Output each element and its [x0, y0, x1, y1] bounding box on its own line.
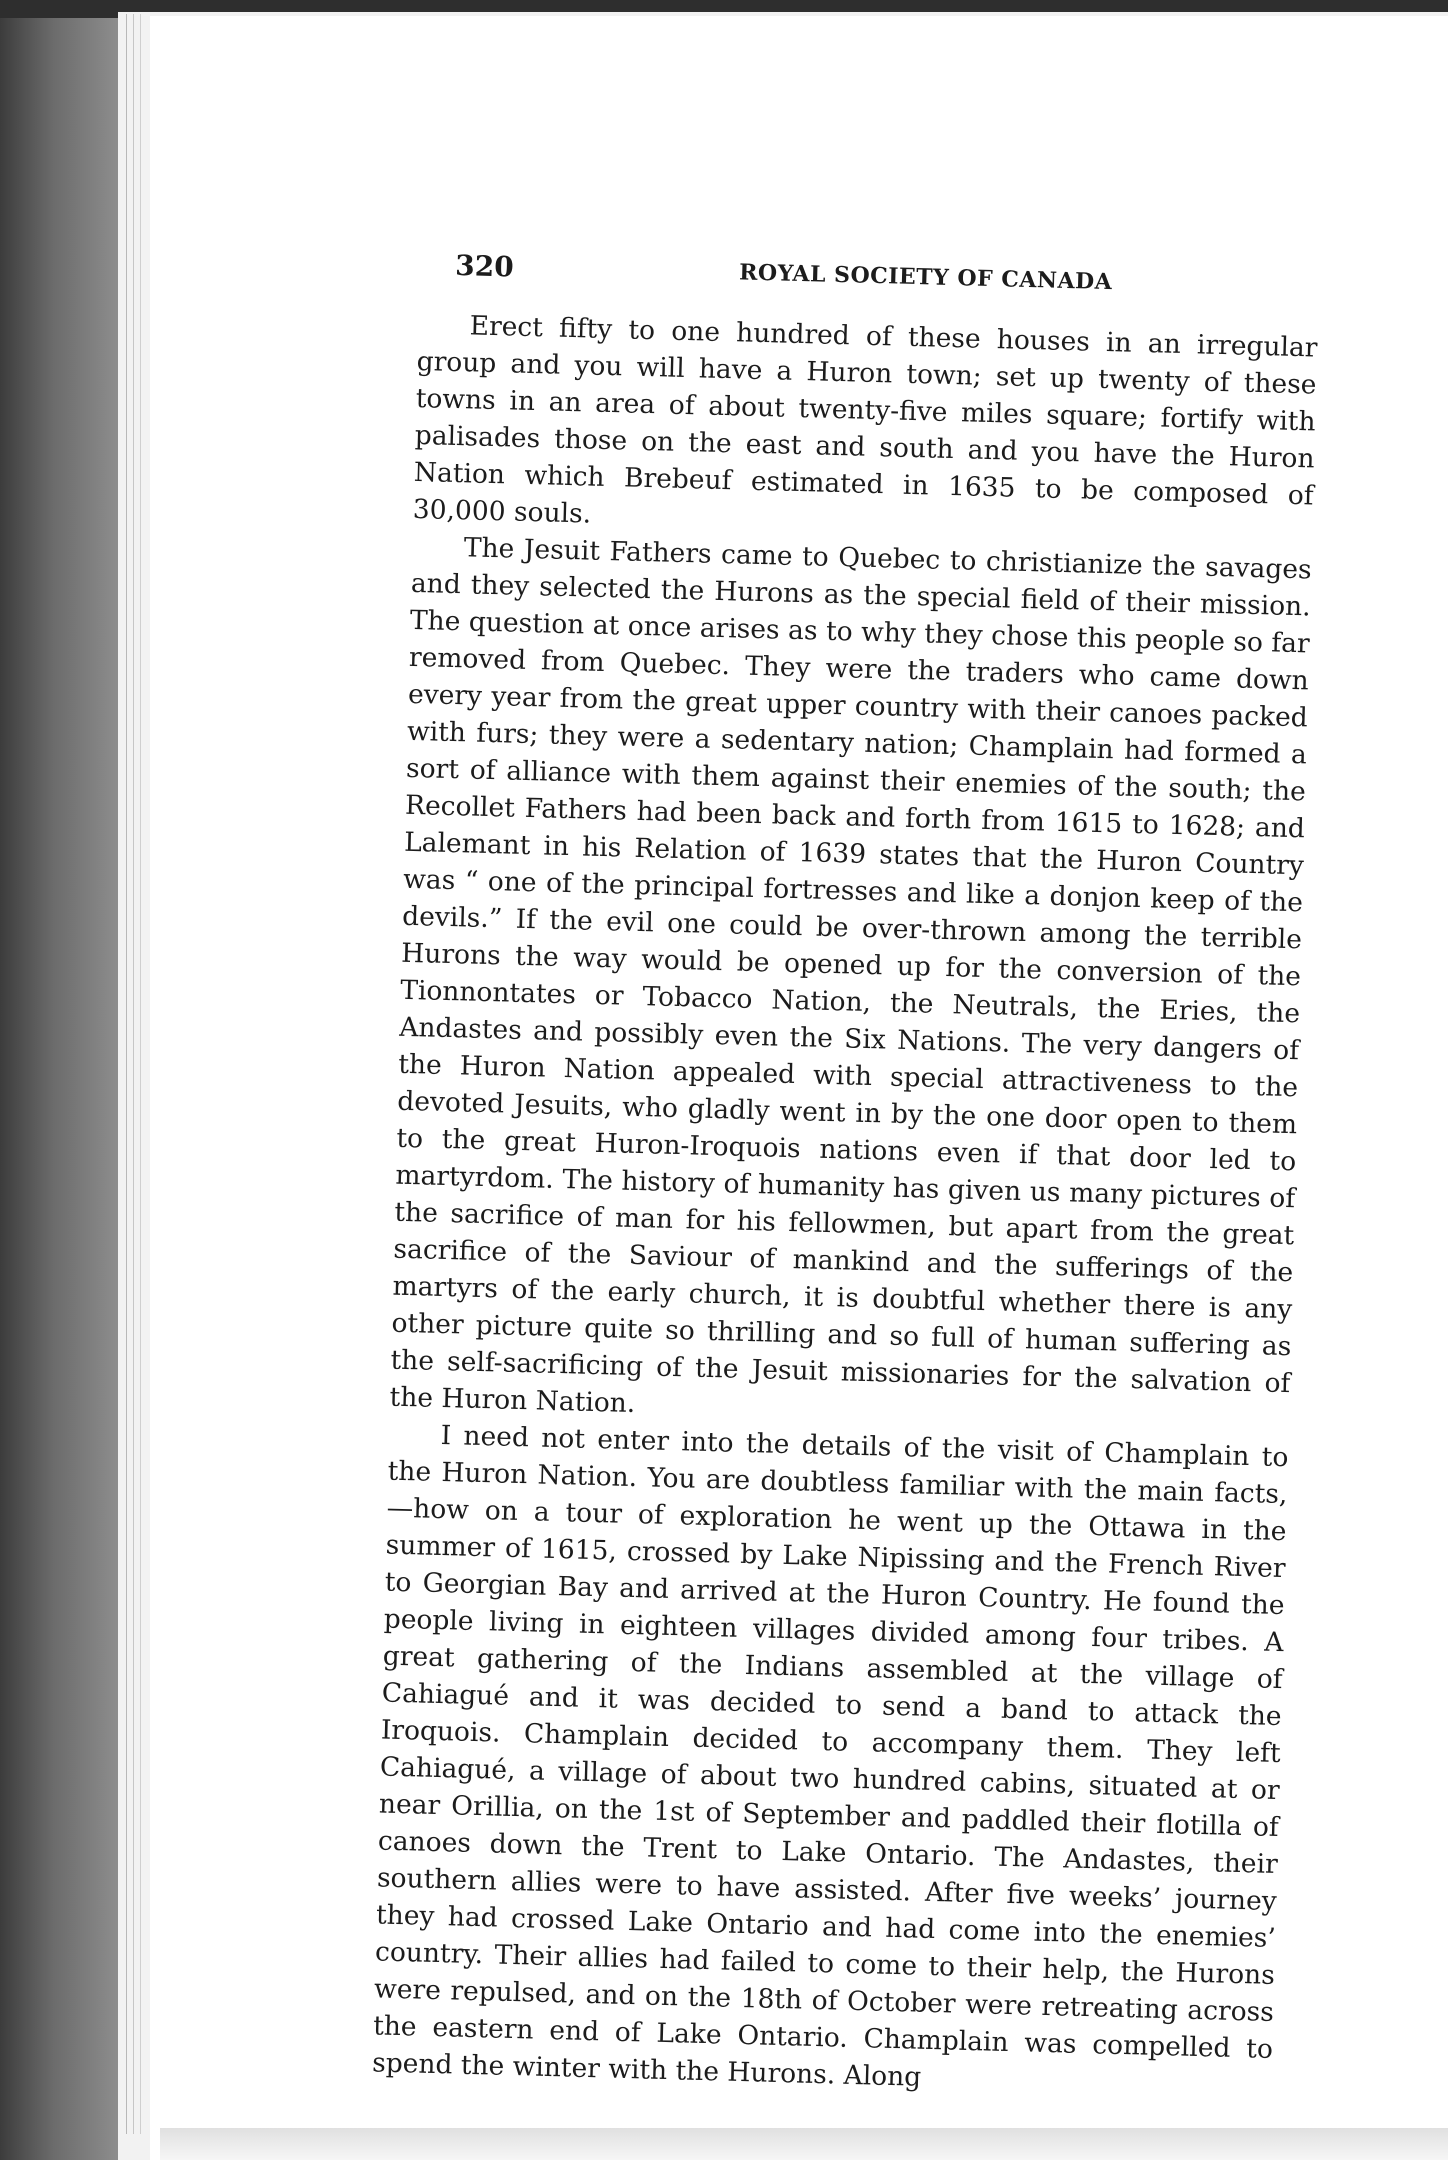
- paragraph-3: I need not enter into the details of the visit of Champlain to the Huron Nation. You are doubtless familiar with the main facts,—how on a tour of exploration he went up the Ottawa in the summer of 1615, crossed by Lake Nipissing and the French River to Georgian Bay and arrived at the Huron Country. He found the people living in eighteen villages divided among four tribes. A great gathering of the Indians assembled at the village of Cahiagué and it was decided to send a band to attack the Iroquois. Champlain decided to accompany them. They left Cahiagué, a village of about two hundred cabins, situated at or near Orillia, on the 1st of September and paddled their flotilla of canoes down the Trent to Lake Ontario. The Andastes, their southern allies were to have assisted. After five weeks’ journey they had crossed Lake Ontario and had come into the enemies’ country. Their allies had failed to come to their help, the Hurons were repulsed, and on the 18th of October were retreating across the eastern end of Lake Ontario. Champlain was compelled to spend the winter with the Hurons. Along: [371, 1419, 1289, 2093]
- page-edge: [126, 14, 127, 2134]
- page-number: 320: [454, 248, 515, 284]
- text-block: [372, 238, 1320, 2105]
- page-edge: [133, 14, 134, 2134]
- running-title: ROYAL SOCIETY OF CANADA: [738, 259, 1113, 296]
- scanner-background-left: [0, 0, 120, 2160]
- paragraph-1: Erect fifty to one hundred of these houses in an irregular group and you will have a Huron town; set up twenty of these towns in an area of about twenty-five miles square; fortify with palisades those on the east and south and you have the Huron Nation which Brebeuf estimated in 1635 to be composed of 30,000 souls.: [412, 310, 1318, 530]
- page-edge: [140, 14, 141, 2134]
- paragraph-2: The Jesuit Fathers came to Quebec to christianize the savages and they selected the Hurons as the special field of their mission. The question at once arises as to why they chose this people so far removed from Quebec. They were the traders who came down every year from the great upper country with their canoes packed with furs; they were a sedentary nation; Champlain had formed a sort of alliance with them against their enemies of the south; the Recollet Fathers had been back and forth from 1615 to 1628; and Lalemant in his Relation of 1639 states that the Huron Country was “ one of the principal fortresses and like a donjon keep of the devils.” If the evil one could be over-thrown among the terrible Hurons the way would be opened up for the conversion of the Tionnontates or Tobacco Nation, the Neutrals, the Eries, the Andastes and possibly even the Six Nations. The very dangers of the Huron Nation appealed with special attractiveness to the devoted Jesuits, who gladly went in by the one door open to them to the great Huron-Iroquois nations even if that door led to martyrdom. The history of humanity has given us many pictures of the sacrifice of man for his fellowmen, but apart from the great sacrifice of the Saviour of mankind and the sufferings of the martyrs of the early church, it is doubtful whether there is any other picture quite so thrilling and so full of human suffering as the self-sacrificing of the Jesuit missionaries for the salvation of the Huron Nation.: [389, 532, 1313, 1420]
- page-bottom-shadow: [160, 2128, 1448, 2160]
